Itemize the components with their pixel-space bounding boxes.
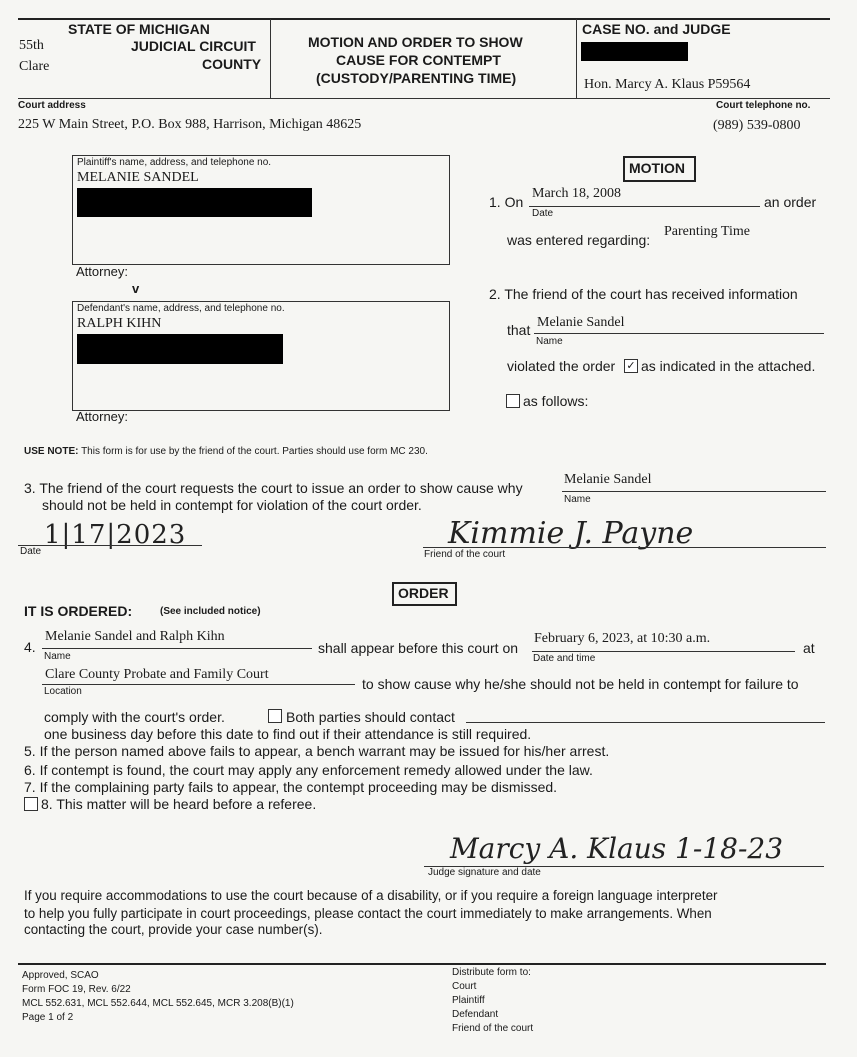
item4-at: at	[803, 640, 815, 656]
item6: 6. If contempt is found, the court may apply any enforcement remedy allowed under the law.	[24, 762, 593, 778]
court-phone-label: Court telephone no.	[716, 100, 811, 111]
motion-title: MOTION	[629, 160, 685, 176]
item4-datetime: February 6, 2023, at 10:30 a.m.	[534, 631, 711, 646]
distribute-plaintiff: Plaintiff	[452, 995, 485, 1006]
item4-datetime-line	[532, 651, 795, 652]
footer-rule	[18, 963, 826, 965]
footer-form: Form FOC 19, Rev. 6/22	[22, 984, 131, 995]
item8: 8. This matter will be heard before a referee.	[41, 796, 317, 812]
referee-checkbox[interactable]	[24, 797, 38, 811]
defendant-attorney-label: Attorney:	[76, 409, 129, 424]
item5: 5. If the person named above fails to appear, a bench warrant may be issued for his/her arrest.	[24, 743, 610, 759]
item4-location: Clare County Probate and Family Court	[45, 667, 269, 682]
item4-both: Both parties should contact	[286, 709, 455, 725]
county-name: Clare	[19, 59, 50, 74]
plaintiff-address-redaction	[77, 188, 312, 217]
item2-follows: as follows:	[523, 393, 589, 409]
item3-date-line	[18, 545, 202, 546]
item2-text: 2. The friend of the court has received information	[489, 286, 798, 302]
defendant-box-label: Defendant's name, address, and telephone no.	[77, 303, 285, 314]
court-address: 225 W Main Street, P.O. Box 988, Harrison, Michigan 48625	[18, 117, 362, 132]
foc-signature: Kimmie J. Payne	[448, 516, 694, 551]
judge-name: Hon. Marcy A. Klaus P59564	[584, 77, 751, 92]
court-address-label: Court address	[18, 100, 86, 111]
item4-name-line	[42, 648, 312, 649]
judge-signature-label: Judge signature and date	[428, 867, 541, 878]
distribute-foc: Friend of the court	[452, 1023, 534, 1034]
item1-date-line	[529, 206, 760, 207]
form-title-line2: CAUSE FOR CONTEMPT	[336, 52, 501, 68]
item4-appear: shall appear before this court on	[318, 640, 519, 656]
item1-date-label: Date	[532, 208, 554, 219]
header-divider-2	[576, 19, 577, 99]
item2-that: that	[507, 322, 531, 338]
item4-num: 4.	[24, 639, 36, 655]
both-parties-checkbox[interactable]	[268, 709, 282, 723]
item2-name: Melanie Sandel	[537, 315, 625, 330]
county-label: COUNTY	[202, 56, 262, 72]
accommodation-line3: contacting the court, provide your case number(s).	[24, 922, 323, 937]
item4-contact-line	[466, 722, 825, 723]
use-note	[24, 446, 428, 457]
item3-date-label: Date	[20, 546, 42, 557]
it-is-ordered: IT IS ORDERED:	[24, 603, 133, 619]
item4-name: Melanie Sandel and Ralph Kihn	[45, 629, 225, 644]
item4-datetime-label: Date and time	[533, 653, 596, 664]
item4-name-label: Name	[44, 651, 71, 662]
distribute-defendant: Defendant	[452, 1009, 499, 1020]
item2-violated: violated the order	[507, 358, 616, 374]
item1-regarding: was entered regarding:	[507, 232, 651, 248]
form-title-line1: MOTION AND ORDER TO SHOW	[308, 34, 523, 50]
plaintiff-box-label: Plaintiff's name, address, and telephone no.	[77, 157, 272, 168]
item1-date: March 18, 2008	[532, 186, 622, 201]
state-label: STATE OF MICHIGAN	[68, 21, 210, 37]
item3-name-label: Name	[564, 494, 591, 505]
foc-signature-label: Friend of the court	[424, 549, 506, 560]
item1-prefix: 1. On	[489, 194, 524, 210]
included-notice: (See included notice)	[160, 606, 261, 617]
accommodation-line1: If you require accommodations to use the court because of a disability, or if you require a foreign language interpreter	[24, 888, 718, 903]
item3-name: Melanie Sandel	[564, 472, 652, 487]
court-phone: (989) 539-0800	[713, 118, 801, 133]
use-note-label: USE NOTE:	[24, 446, 79, 457]
plaintiff-attorney-label: Attorney:	[76, 264, 129, 279]
header-divider-1	[270, 19, 271, 99]
case-number-redaction	[581, 42, 688, 61]
item2-attached: as indicated in the attached.	[641, 358, 816, 374]
header-bottom-rule	[18, 98, 830, 99]
judge-signature: Marcy A. Klaus 1-18-23	[450, 832, 784, 865]
foc-date-handwritten: 1|17|2023	[44, 520, 187, 550]
item3-name-line	[562, 491, 826, 492]
defendant-address-redaction	[77, 334, 283, 364]
header-top-rule	[18, 18, 830, 20]
case-label: CASE NO. and JUDGE	[582, 21, 731, 37]
attached-checkbox[interactable]: ✓	[624, 359, 638, 373]
footer-approved: Approved, SCAO	[22, 970, 99, 981]
item4-location-label: Location	[44, 686, 82, 697]
item4-location-line	[42, 684, 355, 685]
order-title: ORDER	[398, 585, 449, 601]
item2-name-label: Name	[536, 336, 563, 347]
versus: v	[132, 281, 140, 296]
item7: 7. If the complaining party fails to appear, the contempt proceeding may be dismissed.	[24, 779, 558, 795]
form-title-line3: (CUSTODY/PARENTING TIME)	[316, 70, 517, 86]
item3-line2: should not be held in contempt for violation of the court order.	[42, 497, 422, 513]
use-note-text: This form is for use by the friend of the court. Parties should use form MC 230.	[81, 446, 428, 457]
item3-line1: 3. The friend of the court requests the court to issue an order to show cause why	[24, 480, 523, 496]
accommodation-line2: to help you fully participate in court proceedings, please contact the court immediately to make arrangements. When	[24, 906, 712, 921]
footer-page: Page 1 of 2	[22, 1012, 74, 1023]
item1-suffix: an order	[764, 194, 817, 210]
defendant-name: RALPH KIHN	[77, 316, 162, 331]
foc-signature-line	[423, 547, 826, 548]
item2-name-line	[534, 333, 824, 334]
circuit-number: 55th	[19, 38, 44, 53]
item4-comply: comply with the court's order.	[44, 709, 225, 725]
plaintiff-name: MELANIE SANDEL	[77, 170, 199, 185]
distribute-court: Court	[452, 981, 477, 992]
item4-business: one business day before this date to find out if their attendance is still required.	[44, 726, 532, 742]
item4-show-cause: to show cause why he/she should not be held in contempt for failure to	[362, 676, 799, 692]
circuit-label: JUDICIAL CIRCUIT	[131, 38, 256, 54]
as-follows-checkbox[interactable]	[506, 394, 520, 408]
item1-regarding-value: Parenting Time	[664, 224, 750, 239]
footer-mcl: MCL 552.631, MCL 552.644, MCL 552.645, MCR 3.208(B)(1)	[22, 998, 294, 1009]
distribute-label: Distribute form to:	[452, 967, 531, 978]
